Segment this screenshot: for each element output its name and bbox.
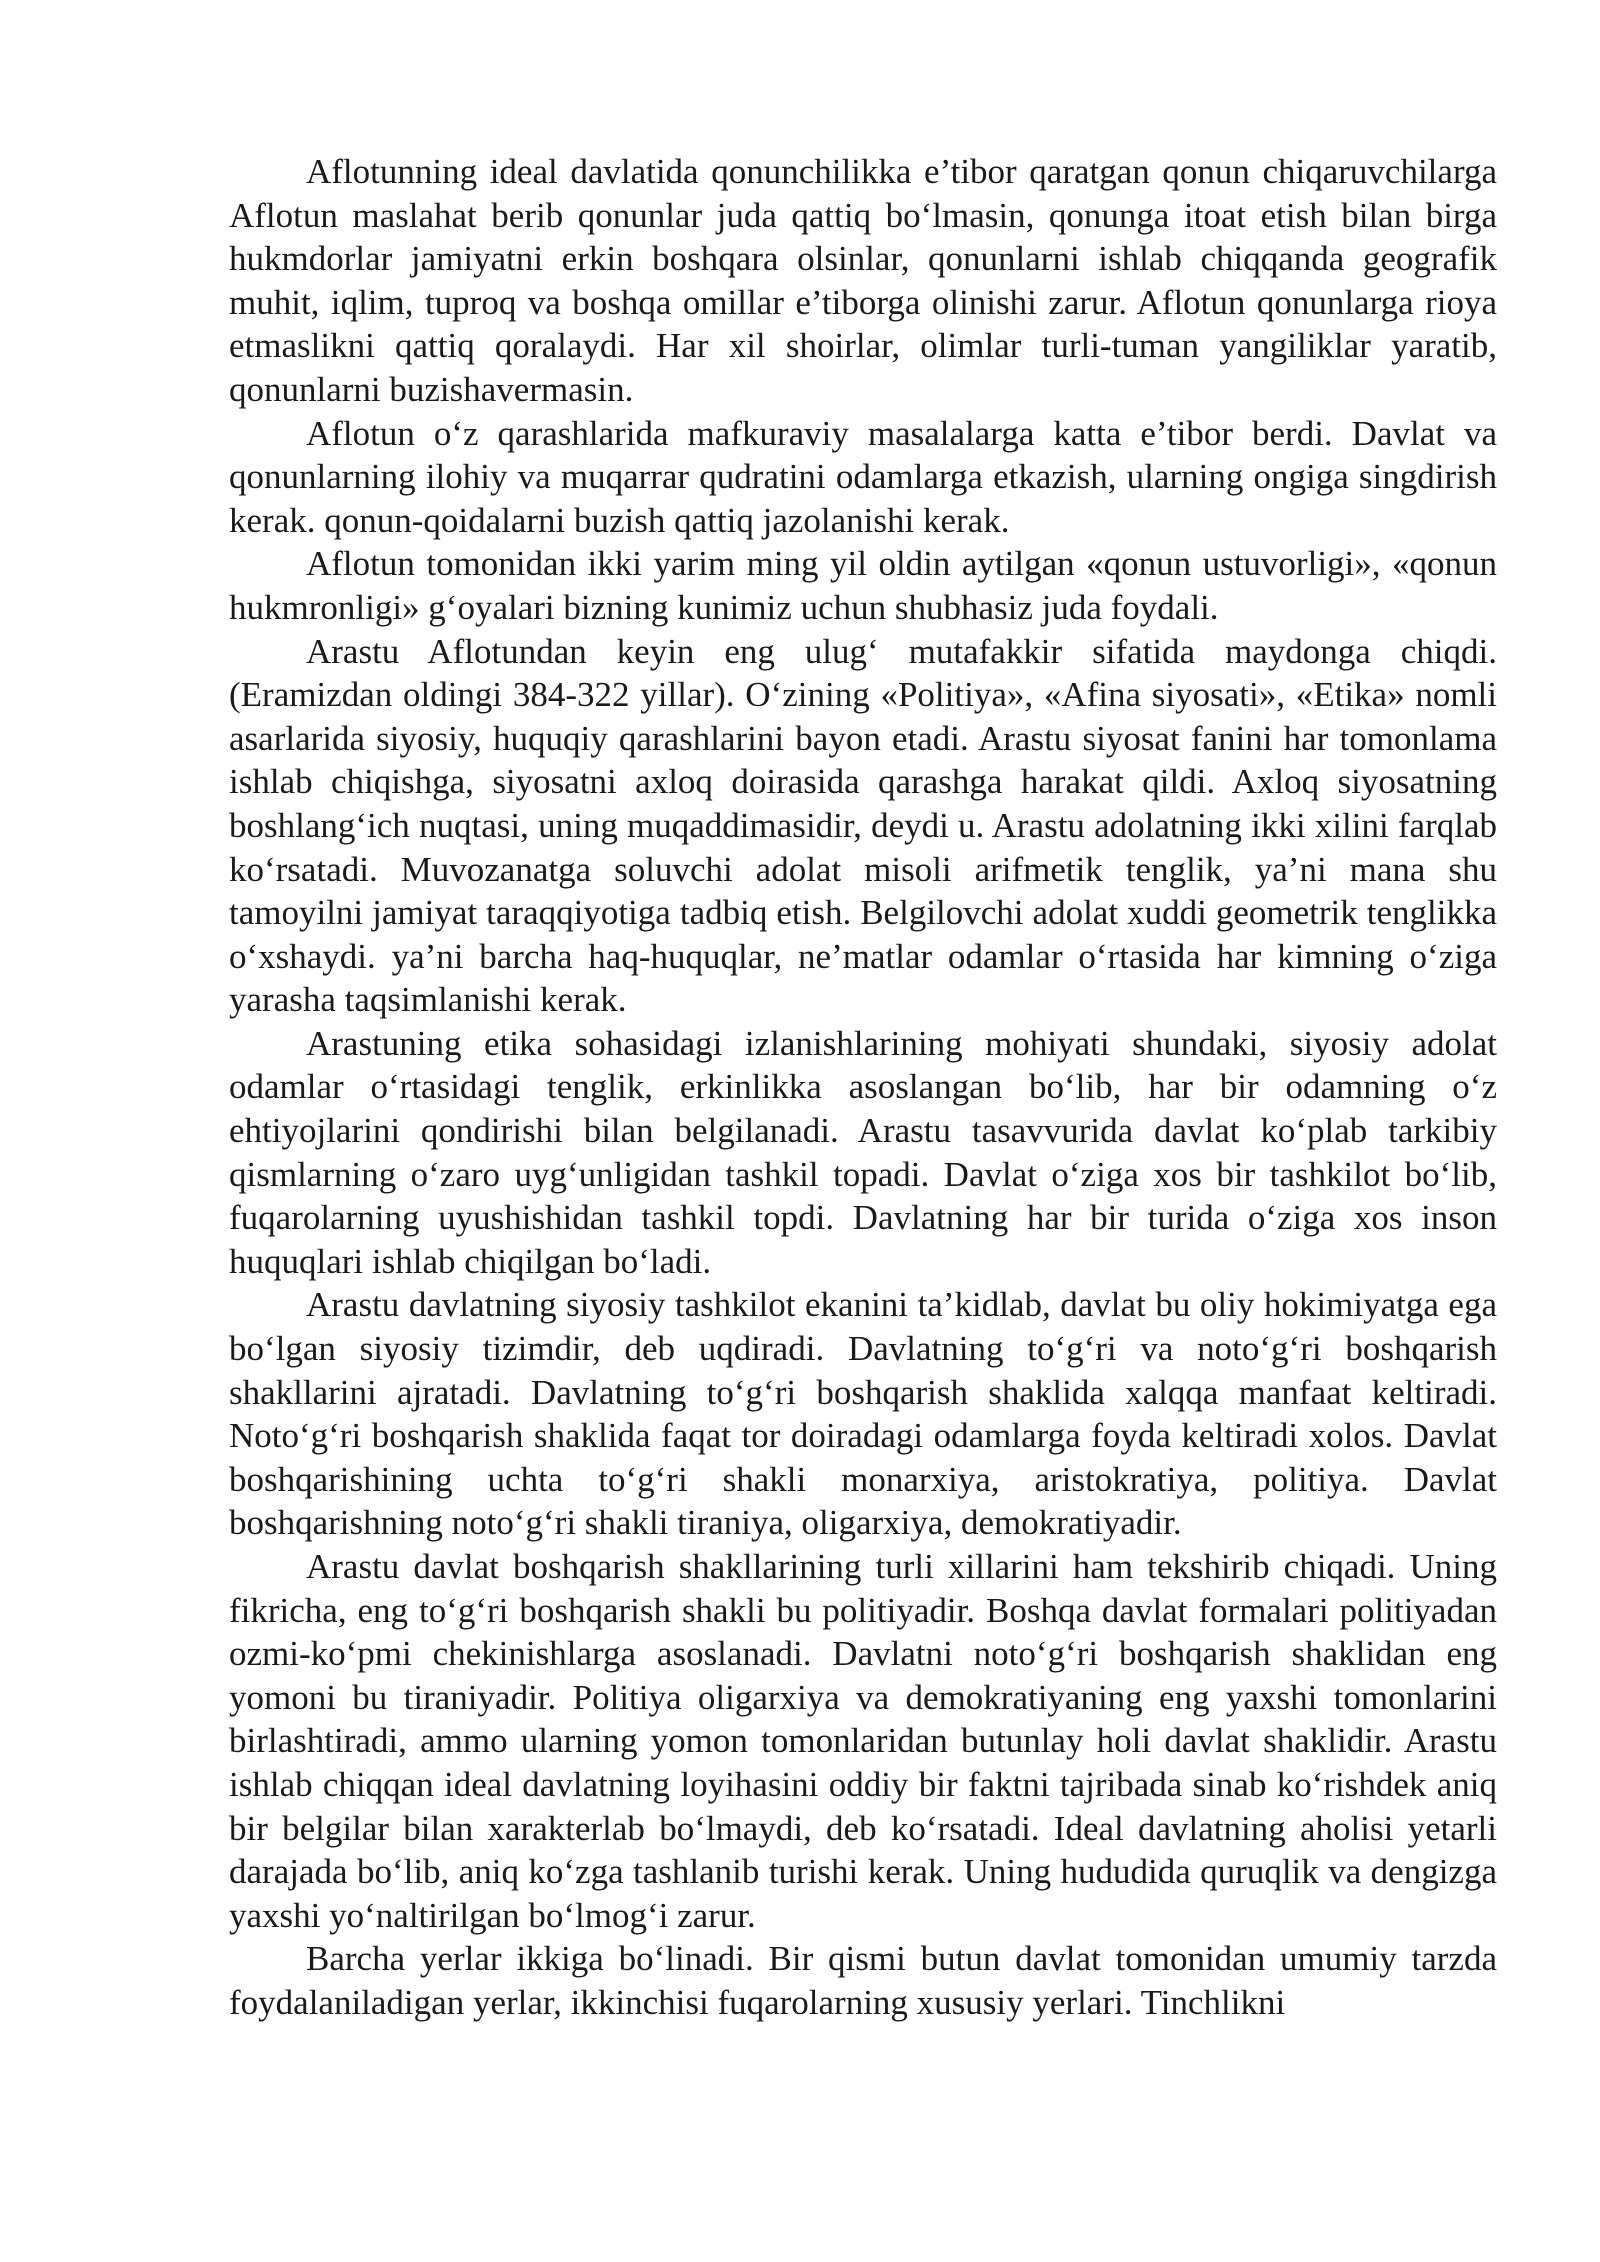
paragraph-4: Arastu Aflotundan keyin eng ulug‘ mutafakkir sifatida maydonga chiqdi. (Eramizdan oldingi 384-322 yillar). O‘zining «Politiya», «Afina siyosati», «Etika» nomli asarlarida siyosiy, huquqiy qarashlarini bayon etadi. Arastu siyosat fanini har tomonlama ishlab chiqishga, siyosatni axloq doirasida qarashga harakat qildi. Axloq siyosatning boshlang‘ich nuqtasi, uning muqaddimasidir, deydi u. Arastu adolatning ikki xilini farqlab ko‘rsatadi. Muvozanatga soluvchi adolat misoli arifmetik tenglik, ya’ni mana shu tamoyilni jamiyat taraqqiyotiga tadbiq etish. Belgilovchi adolat xuddi geometrik tenglikka o‘xshaydi. ya’ni barcha haq-huquqlar, ne’matlar odamlar o‘rtasida har kimning o‘ziga yarasha taqsimlanishi kerak.	[229, 631, 1497, 1020]
paragraph-7: Arastu davlat boshqarish shakllarining turli xillarini ham tekshirib chiqadi. Uning fikricha, eng to‘g‘ri boshqarish shakli bu politiyadir. Boshqa davlat formalari politiyadan ozmi-ko‘pmi chekinishlarga asoslanadi. Davlatni noto‘g‘ri boshqarish shaklidan eng yomoni bu tiraniyadir. Politiya oligarxiya va demokratiyaning eng yaxshi tomonlarini birlashtiradi, ammo ularning yomon tomonlaridan butunlay holi davlat shaklidir. Arastu ishlab chiqqan ideal davlatning loyihasini oddiy bir faktni tajribada sinab ko‘rishdek aniq bir belgilar bilan xarakterlab bo‘lmaydi, deb ko‘rsatadi. Ideal davlatning aholisi yetarli darajada bo‘lib, aniq ko‘zga tashlanib turishi kerak. Uning hududida quruqlik va dengizga yaxshi yo‘naltirilgan bo‘lmog‘i zarur.	[229, 1547, 1497, 1935]
paragraph-1: Aflotunning ideal davlatida qonunchilikka e’tibor qaratgan qonun chiqaruvchilarga Aflotun maslahat berib qonunlar juda qattiq bo‘lmasin, qonunga itoat etish bilan birga hukmdorlar jamiyatni erkin boshqara olsinlar, qonunlarni ishlab chiqqanda geografik muhit, iqlim, tuproq va boshqa omillar e’tiborga olinishi zarur. Aflotun qonunlarga rioya etmaslikni qattiq qoralaydi. Har xil shoirlar, olimlar turli-tuman yangiliklar yaratib, qonunlarni buzishavermasin.	[229, 152, 1497, 409]
paragraph-6: Arastu davlatning siyosiy tashkilot ekanini ta’kidlab, davlat bu oliy hokimiyatga ega bo‘lgan siyosiy tizimdir, deb uqdiradi. Davlatning to‘g‘ri va noto‘g‘ri boshqarish shakllarini ajratadi. Davlatning to‘g‘ri boshqarish shaklida xalqqa manfaat keltiradi. Noto‘g‘ri boshqarish shaklida faqat tor doiradagi odamlarga foyda keltiradi xolos. Davlat boshqarishining uchta to‘g‘ri shakli monarxiya, aristokratiya, politiya. Davlat boshqarishning noto‘g‘ri shakli tiraniya, oligarxiya, demokratiyadir.	[229, 1285, 1497, 1543]
paragraph-2: Aflotun o‘z qarashlarida mafkuraviy masalalarga katta e’tibor berdi. Davlat va qonunlarning ilohiy va muqarrar qudratini odamlarga etkazish, ularning ongiga singdirish kerak. qonun-qoidalarni buzish qattiq jazolanishi kerak.	[229, 413, 1497, 540]
paragraph-8: Barcha yerlar ikkiga bo‘linadi. Bir qismi butun davlat tomonidan umumiy tarzda foydalaniladigan yerlar, ikkinchisi fuqarolarning xususiy yerlari. Tinchlikni	[229, 1939, 1497, 2022]
document-page	[229, 150, 1497, 2025]
paragraph-3: Aflotun tomonidan ikki yarim ming yil oldin aytilgan «qonun ustuvorligi», «qonun hukmronligi» g‘oyalari bizning kunimiz uchun shubhasiz juda foydali.	[229, 544, 1497, 627]
paragraph-5: Arastuning etika sohasidagi izlanishlarining mohiyati shundaki, siyosiy adolat odamlar o‘rtasidagi tenglik, erkinlikka asoslangan bo‘lib, har bir odamning o‘z ehtiyojlarini qondirishi bilan belgilanadi. Arastu tasavvurida davlat ko‘plab tarkibiy qismlarning o‘zaro uyg‘unligidan tashkil topadi. Davlat o‘ziga xos bir tashkilot bo‘lib, fuqarolarning uyushishidan tashkil topdi. Davlatning har bir turida o‘ziga xos inson huquqlari ishlab chiqilgan bo‘ladi.	[229, 1023, 1497, 1281]
